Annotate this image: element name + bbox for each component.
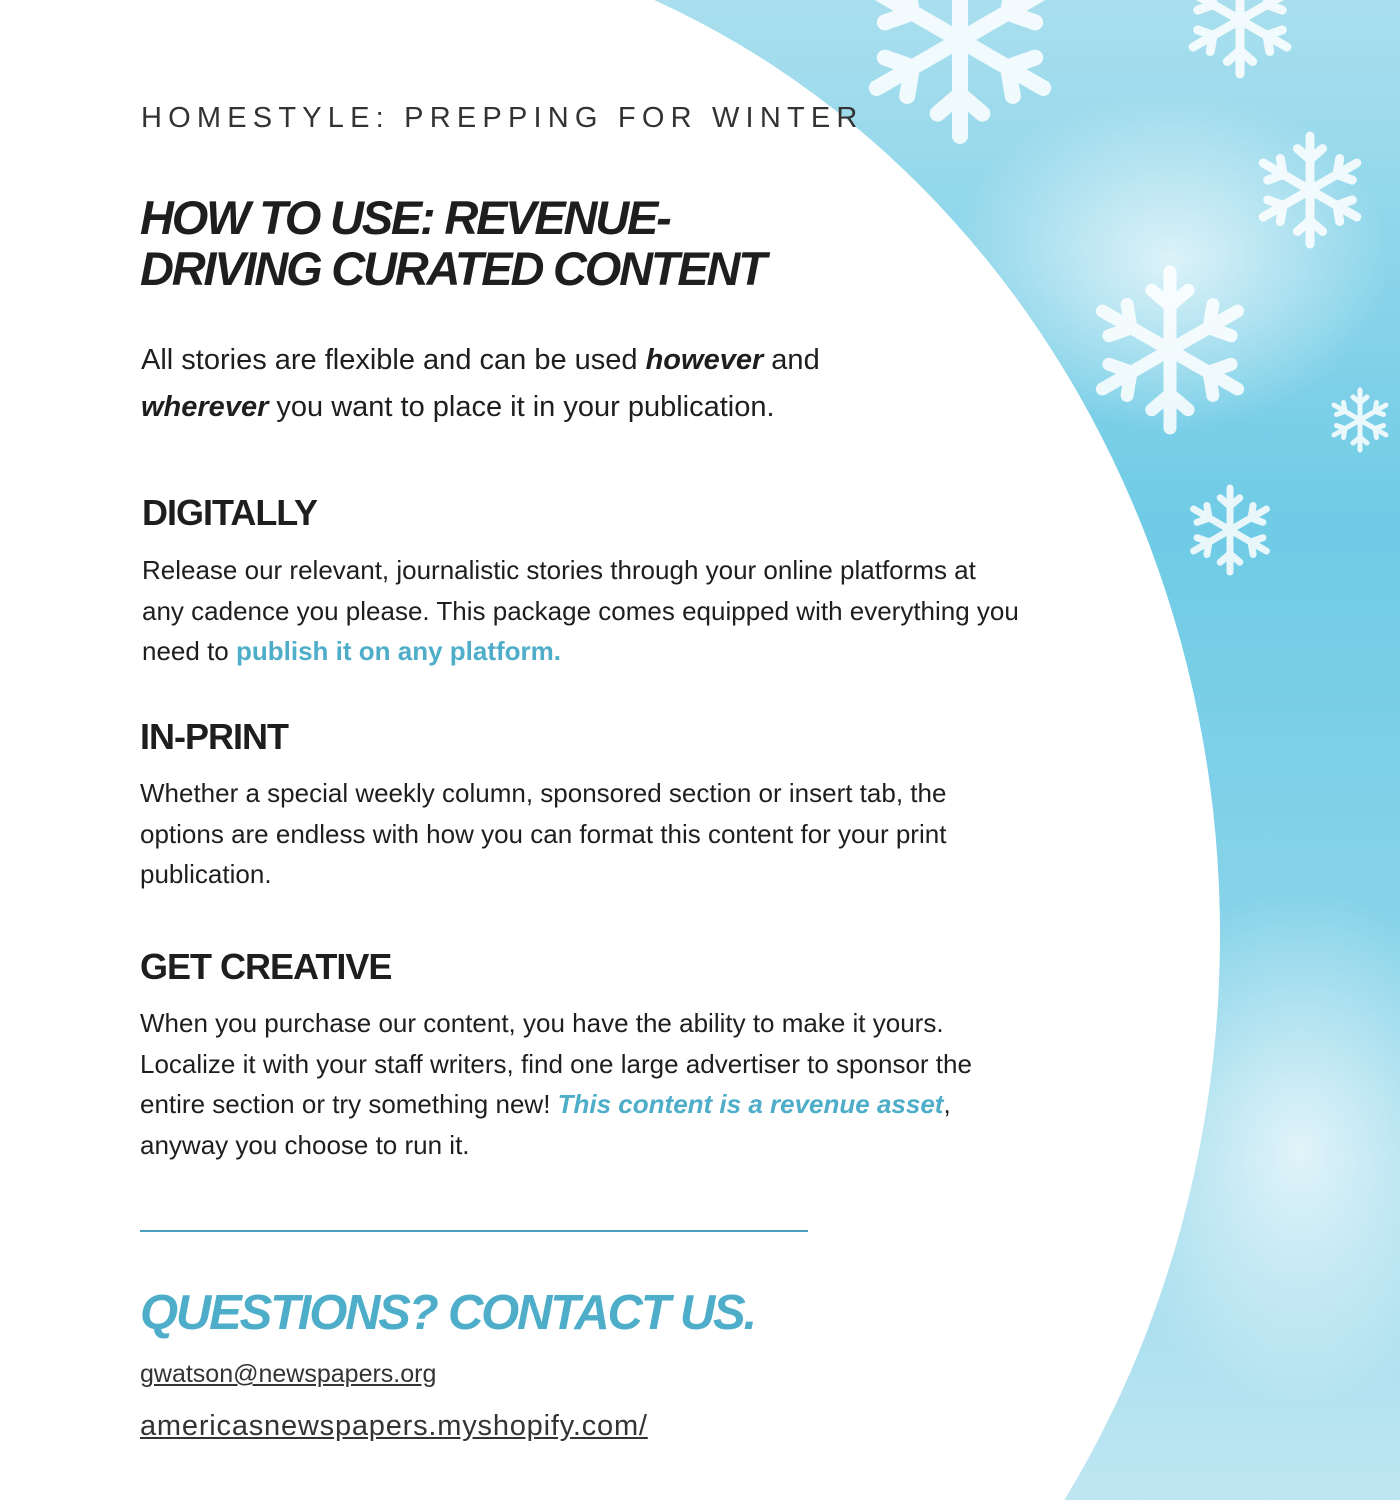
intro-text-2: and: [763, 344, 820, 376]
page-title-line-2: DRIVING CURATED CONTENT: [140, 242, 765, 295]
get-creative-body: When you purchase our content, you have the ability to make it yours. Localize it with your staff writers, find one large advertiser to sponsor the entire section or try something new!: [140, 1008, 972, 1119]
revenue-asset-highlight: This content is a revenue asset: [557, 1089, 944, 1119]
digitally-body: Release our relevant, journalistic stories through your online platforms at any cadence you please. This package comes equipped with everything you need to: [142, 555, 1019, 666]
section-divider: [140, 1230, 808, 1232]
section-heading-get-creative: GET CREATIVE: [140, 946, 392, 987]
section-text-in-print: Whether a special weekly column, sponsored section or insert tab, the options are endless with how you can format this content for your print publication.: [140, 778, 947, 889]
intro-emphasis-however: however: [645, 344, 764, 376]
section-heading-in-print: IN-PRINT: [140, 716, 288, 757]
section-text-get-creative: [140, 1003, 1020, 1165]
intro-paragraph: [141, 337, 961, 431]
section-heading-digitally: DIGITALLY: [142, 492, 318, 533]
get-creative-body-end: , anyway you choose to run it.: [140, 1089, 951, 1160]
intro-text-3: you want to place it in your publication.: [268, 391, 775, 423]
page-title: [140, 192, 860, 294]
contact-email-link[interactable]: gwatson@newspapers.org: [140, 1360, 437, 1388]
page-title-line-1: HOW TO USE: REVENUE-: [140, 191, 670, 244]
section-text-digitally: [142, 550, 1022, 672]
website-link[interactable]: americasnewspapers.myshopify.com/: [140, 1410, 648, 1442]
contact-heading: QUESTIONS? CONTACT US.: [140, 1286, 755, 1340]
intro-text-1: All stories are flexible and can be used: [141, 344, 646, 376]
eyebrow-label: HOMESTYLE: PREPPING FOR WINTER: [141, 102, 864, 134]
intro-emphasis-wherever: wherever: [141, 391, 269, 423]
publish-link[interactable]: publish it on any platform.: [235, 636, 561, 666]
